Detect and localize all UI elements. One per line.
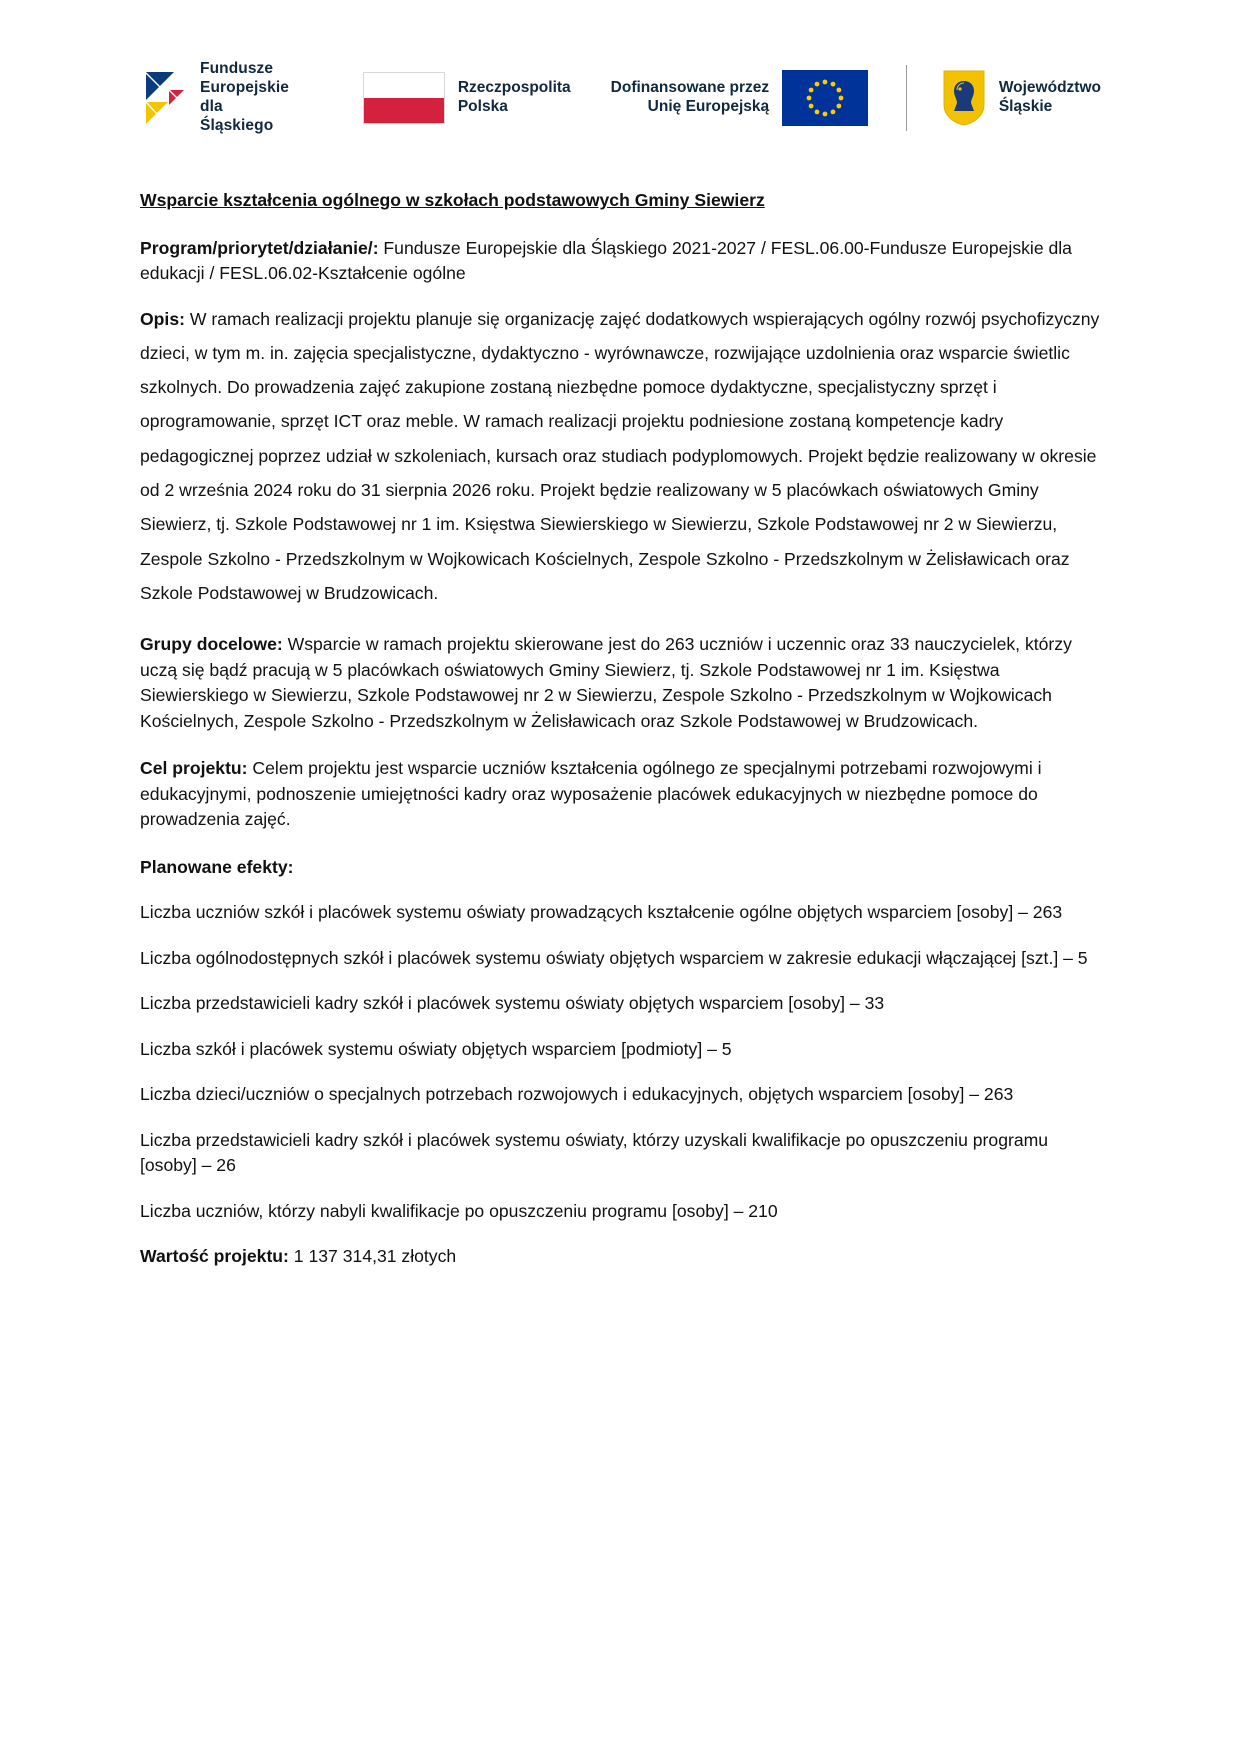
effect-item: Liczba przedstawicieli kadry szkół i placówek systemu oświaty objętych wsparciem [osoby] – 33 — [140, 993, 885, 1014]
effect-item: Liczba uczniów szkół i placówek systemu oświaty prowadzących kształcenie ogólne objętych wsparciem [osoby] – 263 — [140, 902, 1063, 923]
paragraph-grupy-docelowe — [140, 632, 1101, 734]
logo-unia-europejska-label — [611, 79, 769, 117]
effect-item: Liczba dzieci/uczniów o specjalnych potrzebach rozwojowych i edukacyjnych, objętych wsparciem [osoby] – 263 — [140, 1084, 1014, 1105]
cel-label: Cel projektu: — [140, 758, 248, 779]
logo-bar — [140, 52, 1101, 144]
logo-fundusze-europejskie-label — [200, 60, 295, 136]
grupy-label: Grupy docelowe: — [140, 634, 283, 655]
logo-line-2: Śląskie — [998, 98, 1053, 115]
document-body — [140, 188, 1101, 1270]
logo-line-2: Unię Europejską — [647, 98, 770, 115]
logo-line-2: dla Śląskiego — [200, 98, 274, 134]
logo-line-1: Fundusze Europejskie — [200, 60, 289, 97]
paragraph-program — [140, 236, 1101, 287]
page-title: Wsparcie kształcenia ogólnego w szkołach podstawowych Gminy Siewierz — [140, 190, 765, 210]
fundusze-europejskie-icon — [144, 70, 188, 126]
logo-wojewodztwo-label — [999, 79, 1101, 117]
cel-text: Celem projektu jest wsparcie uczniów kształcenia ogólnego ze specjalnymi potrzebami rozwojowymi i edukacyjnymi, podnoszenie umiejętności kadry oraz wyposażenie placówek edukacyjnych w niezbędne pomoce do prowadzenia zajęć. — [140, 758, 1042, 830]
opis-label: Opis: — [140, 308, 185, 329]
logo-line-1: Województwo — [998, 79, 1101, 97]
effect-item: Liczba szkół i placówek systemu oświaty objętych wsparciem [podmioty] – 5 — [140, 1038, 732, 1059]
grupy-text: Wsparcie w ramach projektu skierowane jest do 263 uczniów i uczennic oraz 33 nauczycielek, którzy uczą się bądź pracują w 5 placówkach oświatowych Gminy Siewierz, tj. Szkole Podstawowej nr 1 im. Księstwa Siewierskiego w Siewierzu, Szkole Podstawowej nr 2 w Siewierzu, Zespole Szkolno - Przedszkolnym w Wojkowicach Kościelnych, Zespole Szkolno - Przedszkolnym w Żelisławicach oraz Szkole Podstawowej w Brudzowicach. — [140, 634, 1072, 731]
effect-item: Liczba ogólnodostępnych szkół i placówek systemu oświaty objętych wsparciem w zakresie edukacji włączającej [szt.] – 5 — [140, 947, 1088, 968]
logo-fundusze-europejskie — [144, 60, 295, 136]
logo-line-1: Rzeczpospolita — [457, 79, 571, 97]
effect-item: Liczba uczniów, którzy nabyli kwalifikacje po opuszczeniu programu [osoby] – 210 — [140, 1200, 778, 1221]
opis-text: W ramach realizacji projektu planuje się organizację zajęć dodatkowych wspierających ogólny rozwój psychofizyczny dzieci, w tym m. in. zajęcia specjalistyczne, dydaktyczno - wyrównawcze, rozwijające uzdolnienia oraz wsparcie świetlic szkolnych. Do prowadzenia zajęć zakupione zostaną niezbędne pomoce dydaktyczne, specjalistyczny sprzęt i oprogramowanie, sprzęt ICT oraz meble. W ramach realizacji projektu podniesione zostaną kompetencje kadry pedagogicznej poprzez udział w szkoleniach, kursach oraz studiach podyplomowych. Projekt będzie realizowany w okresie od 2 września 2024 roku do 31 sierpnia 2026 roku. Projekt będzie realizowany w 5 placówkach oświatowych Gminy Siewierz, tj. Szkole Podstawowej nr 1 im. Księstwa Siewierskiego w Siewierzu, Szkole Podstawowej nr 2 w Siewierzu, Zespole Szkolno - Przedszkolnym w Wojkowicach Kościelnych, Zespole Szkolno - Przedszkolnym w Żelisławicach oraz Szkole Podstawowej w Brudzowicach. — [140, 308, 1100, 603]
program-label: Program/priorytet/działanie/: — [140, 237, 379, 258]
logo-divider — [906, 65, 907, 131]
logo-line-2: Polska — [457, 98, 508, 115]
slaskie-eagle-icon — [941, 69, 987, 127]
logo-unia-europejska — [611, 70, 868, 126]
logo-wojewodztwo-slaskie — [941, 69, 1101, 127]
planowane-efekty-heading: Planowane efekty: — [140, 856, 294, 877]
effect-item: Liczba przedstawicieli kadry szkół i placówek systemu oświaty, którzy uzyskali kwalifikacje po opuszczeniu programu [osoby] – 26 — [140, 1129, 1049, 1176]
logo-line-1: Dofinansowane przez — [610, 79, 770, 97]
wartosc-text: 1 137 314,31 złotych — [288, 1246, 457, 1267]
polish-flag-icon — [363, 72, 445, 124]
wartosc-label: Wartość projektu: — [140, 1246, 289, 1267]
program-text: Fundusze Europejskie dla Śląskiego 2021-2027 / FESL.06.00-Fundusze Europejskie dla edukacji / FESL.06.02-Kształcenie ogólne — [140, 237, 1072, 283]
logo-rzeczpospolita-polska — [363, 72, 571, 124]
logo-rzeczpospolita-label — [458, 79, 571, 117]
eu-flag-icon — [782, 70, 868, 126]
paragraph-opis — [140, 302, 1101, 611]
paragraph-cel-projektu — [140, 756, 1101, 833]
paragraph-wartosc-projektu — [140, 1244, 1101, 1270]
